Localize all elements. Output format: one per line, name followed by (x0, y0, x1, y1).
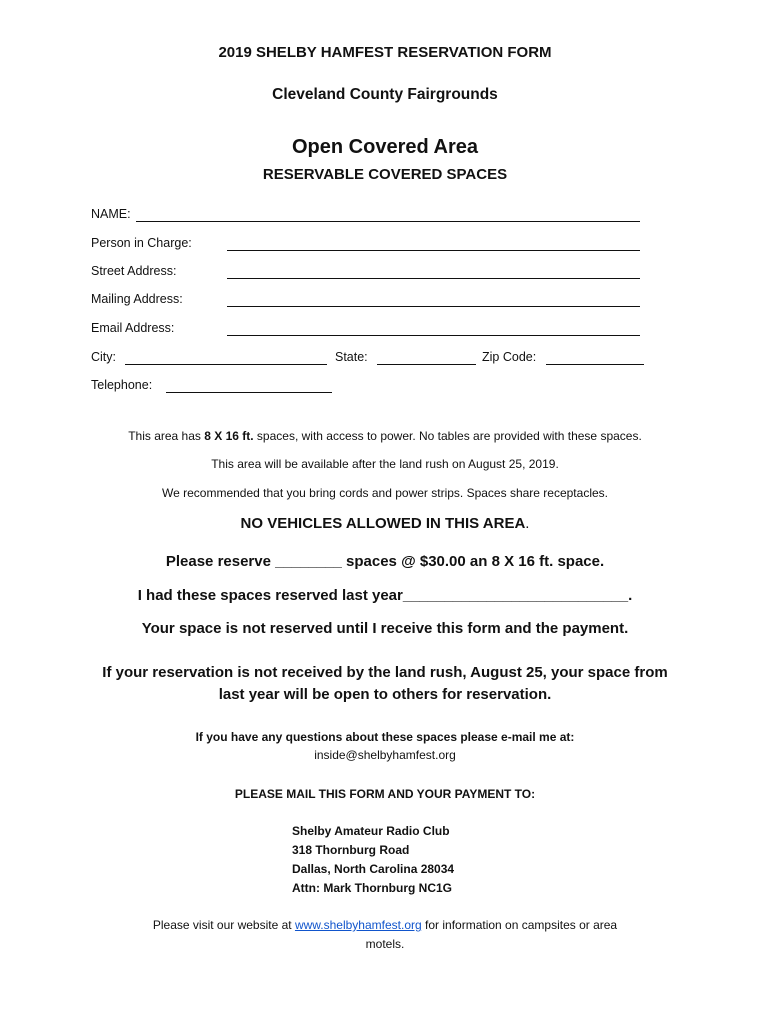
venue-name: Cleveland County Fairgrounds (272, 86, 498, 103)
mail-heading: PLEASE MAIL THIS FORM AND YOUR PAYMENT TO: (234, 787, 536, 801)
mailing-address-field[interactable] (227, 306, 640, 307)
contact-email: inside@shelbyhamfest.org (314, 748, 456, 762)
not-reserved-notice: Your space is not reserved until I receive this form and the payment. (141, 620, 629, 637)
area-subtitle: RESERVABLE COVERED SPACES (262, 166, 508, 183)
last-year-line: I had these spaces reserved last year___________________________. (137, 587, 633, 604)
name-label: NAME: (91, 207, 131, 221)
footer-line-2: motels. (365, 937, 405, 951)
no-vehicles-notice: NO VEHICLES ALLOWED IN THIS AREA. (240, 515, 530, 532)
zip-code-field[interactable] (546, 364, 644, 365)
address-line: Shelby Amateur Radio Club (292, 824, 450, 838)
footer-line-1: Please visit our website at www.shelbyhamfest.org for information on campsites or area (152, 918, 618, 932)
address-line: Attn: Mark Thornburg NC1G (292, 881, 452, 895)
space-size: 8 X 16 ft. (204, 429, 254, 443)
reserve-spaces-line: Please reserve ________ spaces @ $30.00 an 8 X 16 ft. space. (165, 553, 605, 570)
mailing-address-block (292, 822, 454, 898)
street-address-field[interactable] (227, 278, 640, 279)
city-label: City: (91, 350, 116, 364)
land-rush-notice-1: If your reservation is not received by the land rush, August 25, your space from (102, 664, 668, 681)
mailing-address-label: Mailing Address: (91, 292, 183, 306)
state-label: State: (335, 350, 368, 364)
address-line: 318 Thornburg Road (292, 843, 410, 857)
telephone-field[interactable] (166, 392, 332, 393)
person-in-charge-field[interactable] (227, 250, 640, 251)
area-title: Open Covered Area (292, 136, 478, 158)
land-rush-notice-2: last year will be open to others for reservation. (218, 686, 552, 703)
email-address-label: Email Address: (91, 321, 175, 335)
zip-code-label: Zip Code: (482, 350, 537, 364)
email-address-field[interactable] (227, 335, 640, 336)
telephone-label: Telephone: (91, 378, 153, 392)
state-field[interactable] (377, 364, 476, 365)
street-address-label: Street Address: (91, 264, 177, 278)
info-line-3: We recommended that you bring cords and power strips. Spaces share receptacles. (161, 486, 608, 500)
address-line: Dallas, North Carolina 28034 (292, 862, 455, 876)
info-line-2: This area will be available after the land rush on August 25, 2019. (211, 457, 559, 471)
info-line-1: This area has 8 X 16 ft. spaces, with access to power. No tables are provided with these spaces. (128, 429, 642, 443)
name-field[interactable] (136, 221, 640, 222)
website-link[interactable]: www.shelbyhamfest.org (294, 918, 422, 932)
city-field[interactable] (125, 364, 327, 365)
form-title: 2019 SHELBY HAMFEST RESERVATION FORM (218, 44, 552, 61)
questions-text: If you have any questions about these spaces please e-mail me at: (195, 730, 575, 744)
person-in-charge-label: Person in Charge: (91, 236, 192, 250)
